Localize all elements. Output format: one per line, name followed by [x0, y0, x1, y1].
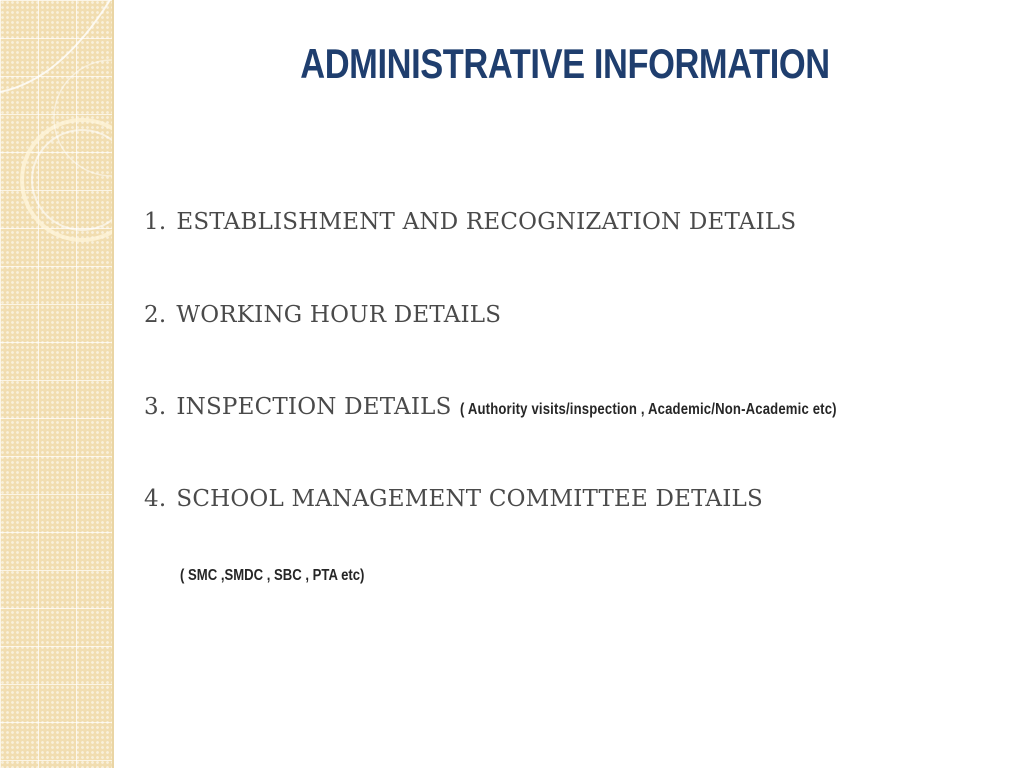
item-text: ESTABLISHMENT AND RECOGNIZATION DETAILS	[176, 209, 797, 235]
slide-title: ADMINISTRATIVE INFORMATION	[300, 40, 830, 87]
list-item-working-hours	[144, 302, 501, 328]
strip-edge	[112, 0, 114, 768]
item-number: 4.	[144, 486, 167, 512]
list-item-inspection	[144, 394, 919, 420]
circle-ornament	[0, 0, 114, 300]
item-number: 3.	[144, 394, 167, 420]
item-text: INSPECTION DETAILS	[176, 394, 452, 420]
list-item-establishment	[144, 209, 796, 235]
decorative-side-strip	[0, 0, 114, 768]
list-item-school-management	[144, 486, 763, 512]
item-text: WORKING HOUR DETAILS	[176, 302, 502, 328]
item-note: ( Authority visits/inspection , Academic/Non-Academic etc)	[459, 401, 837, 418]
committee-subnote: ( SMC ,SMDC , SBC , PTA etc)	[180, 567, 365, 584]
item-number: 2.	[144, 302, 167, 328]
item-text: SCHOOL MANAGEMENT COMMITTEE DETAILS	[176, 486, 763, 512]
item-number: 1.	[144, 209, 167, 235]
